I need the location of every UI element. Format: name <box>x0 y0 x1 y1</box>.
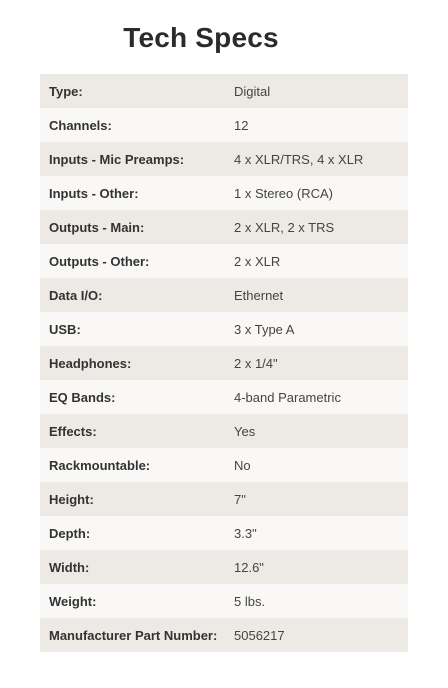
spec-value: 3.3" <box>234 525 257 541</box>
spec-label: Depth: <box>49 525 91 541</box>
table-row <box>40 346 408 380</box>
spec-label: Width: <box>49 559 90 575</box>
spec-value: 12 <box>234 117 249 133</box>
table-row <box>40 244 408 278</box>
spec-label: Inputs - Mic Preamps: <box>49 151 185 167</box>
spec-value: 3 x Type A <box>234 321 295 337</box>
table-row <box>40 482 408 516</box>
spec-label: Inputs - Other: <box>49 185 139 201</box>
spec-value: 1 x Stereo (RCA) <box>234 185 333 201</box>
spec-value: 4-band Parametric <box>234 389 341 405</box>
spec-label: Channels: <box>49 117 112 133</box>
spec-value: 2 x XLR <box>234 253 281 269</box>
spec-label: Effects: <box>49 423 97 439</box>
table-row <box>40 516 408 550</box>
spec-label: EQ Bands: <box>49 389 116 405</box>
spec-value: Digital <box>234 83 271 99</box>
spec-label: Outputs - Main: <box>49 219 145 235</box>
table-row <box>40 448 408 482</box>
spec-label: Weight: <box>49 593 97 609</box>
spec-value: 12.6" <box>234 559 264 575</box>
spec-value: Yes <box>234 423 256 439</box>
spec-value: 5056217 <box>234 627 285 643</box>
table-row <box>40 74 408 108</box>
spec-label: Rackmountable: <box>49 457 151 473</box>
spec-value: 2 x 1/4" <box>234 355 278 371</box>
table-row <box>40 584 408 618</box>
spec-value: 5 lbs. <box>234 593 266 609</box>
table-row <box>40 142 408 176</box>
table-row <box>40 380 408 414</box>
spec-label: Height: <box>49 491 94 507</box>
table-row <box>40 312 408 346</box>
table-row <box>40 550 408 584</box>
spec-value: 7" <box>234 491 246 507</box>
page-title: Tech Specs <box>123 22 279 53</box>
specs-table <box>40 74 408 652</box>
spec-value: 2 x XLR, 2 x TRS <box>234 219 335 235</box>
spec-label: Headphones: <box>49 355 132 371</box>
table-row <box>40 210 408 244</box>
spec-value: 4 x XLR/TRS, 4 x XLR <box>234 151 364 167</box>
spec-label: USB: <box>49 321 81 337</box>
table-row <box>40 176 408 210</box>
table-row <box>40 618 408 652</box>
spec-value: Ethernet <box>234 287 284 303</box>
table-row <box>40 414 408 448</box>
spec-label: Outputs - Other: <box>49 253 150 269</box>
spec-label: Manufacturer Part Number: <box>49 627 218 643</box>
spec-label: Data I/O: <box>49 287 103 303</box>
table-row <box>40 278 408 312</box>
spec-label: Type: <box>49 83 83 99</box>
table-row <box>40 108 408 142</box>
spec-value: No <box>234 457 251 473</box>
